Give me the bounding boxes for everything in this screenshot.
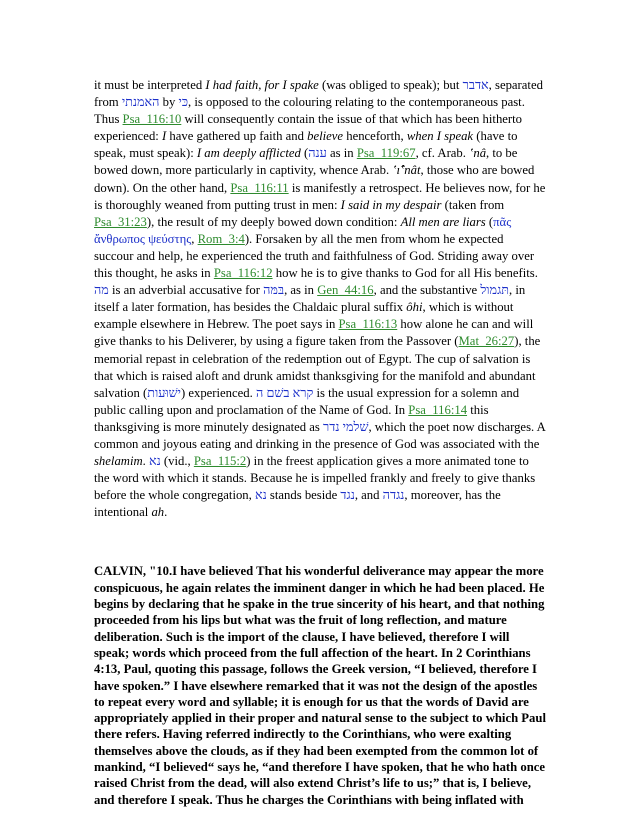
hebrew-word: אדבר (462, 78, 489, 92)
hebrew-word: מה (94, 283, 109, 298)
scripture-link[interactable]: Rom_3:4 (197, 231, 245, 246)
text-run: is an adverbial accusative for (108, 283, 264, 298)
hebrew-word: נגדה (382, 488, 405, 503)
hebrew-word: כּי (178, 95, 189, 110)
scripture-link[interactable]: Psa_115:2 (193, 454, 247, 469)
italic-run: ‛nâ (469, 146, 487, 161)
hebrew-word: בּמּה (263, 283, 285, 298)
text-run: , cf. Arab. (415, 146, 470, 161)
hebrew-word: נא (148, 454, 161, 469)
scripture-link[interactable]: Psa_119:67 (356, 146, 416, 161)
italic-run: I am deeply afflicted (196, 146, 301, 161)
text-run: , and the substantive (373, 283, 481, 298)
text-run: , moreover, has the intentional (94, 488, 501, 520)
italic-run: when I speak (406, 129, 474, 144)
text-run: ) in the freest application gives a more animated tone to the word with which it stands. Because he is impelled frankly and freely to give thanks before the whole congregation, (94, 454, 536, 503)
scripture-link[interactable]: Psa_116:13 (338, 317, 398, 332)
text-run: how he is to give thanks to God for all His benefits. (272, 266, 538, 281)
text-run: henceforth, (343, 129, 407, 144)
hebrew-word: נגד (340, 488, 355, 503)
text-run: , to be bowed down, more particularly in captivity, whence Arab. (94, 146, 518, 178)
italic-run: ‛ı̂‛nât (392, 163, 421, 178)
text-run: ), the result of my deeply bowed down condition: (146, 214, 401, 229)
hebrew-word: קרא בשׁם ה (255, 385, 314, 400)
scripture-link[interactable]: Gen_44:16 (317, 283, 374, 298)
text-run: , which is without example elsewhere in Hebrew. The poet says in (94, 300, 514, 332)
scripture-link[interactable]: Mat_26:27 (458, 334, 515, 349)
hebrew-word: נא (255, 488, 267, 503)
greek-phrase: πᾶς ἄνθρωπος ψεύστης (94, 214, 512, 246)
text-run: stands beside (266, 488, 341, 503)
text-run: . (164, 505, 168, 520)
hebrew-word: שׁלמי נדר (323, 419, 369, 434)
calvin-paragraph: CALVIN, "10.I have believed That his wonderful deliverance may appear the more conspicuous, he again relates the imminent danger in which he had been placed. He begins by declaring that he spake in the true sincerity of his heart, and that nothing proceeded from his lips but what was the fruit of long reflection, and mature deliberation. Such is the import of the clause, I have believed, therefore I will speak; words which proceed from the full affection of the heart. In 2 Corinthians 4:13, Paul, quoting this passage, follows the Greek version, “I believed, therefore I have spoken.” I have elsewhere remarked that it was not the design of the apostles to repeat every word and syllable; it is enough for us that the words of David are appropriately applied in their proper and natural sense to the subject to which Paul there refers. Having referred indirectly to the Corinthians, who were exalting themselves above the clouds, as if they had been exempted from the common lot of mankind, “I believed“ says he, “and therefore I have spoken, that he who hath once raised Christ from the dead, will also extend Christ’s life to us;” that is, I believe, and therefore I speak. Thus he charges the Corinthians with being inflated with (94, 564, 546, 807)
text-run: ) experienced. (180, 385, 256, 400)
text-run: it must be interpreted (94, 78, 206, 92)
text-run: , (191, 231, 198, 246)
scripture-link[interactable]: Psa_31:23 (94, 214, 147, 229)
document-page (94, 77, 546, 808)
italic-run: I said in my despair (340, 197, 442, 212)
text-run: ). Forsaken by all the men from whom he expected succour and help, he experienced the truth and faithfulness of God. Striding away over this thought, he asks in (94, 231, 535, 281)
italic-run: All men are liars (400, 214, 486, 229)
text-run: ), the memorial repast in celebration of the redemption out of Egypt. The cup of salvation is that which is raised aloft and drunk amidst thanksgiving for the manifold and abundant salvation ( (94, 334, 541, 400)
commentary-paragraph (94, 77, 546, 521)
italic-run: believe (307, 129, 344, 144)
text-run: (vid., (160, 454, 194, 469)
hebrew-word: ענה (308, 146, 327, 161)
text-run: , in itself a later formation, has besides the Chaldaic plural suffix (94, 283, 526, 315)
text-run: . (142, 454, 149, 469)
scripture-link[interactable]: Psa_116:11 (230, 180, 289, 195)
text-run: ( (485, 214, 494, 229)
text-run: will consequently contain the issue of that which has been hitherto experienced: (94, 112, 523, 144)
text-run: this thanksgiving is more minutely designated as (94, 402, 489, 434)
italic-run: shelamim (94, 454, 143, 469)
text-run: , those who are bowed down). On the other hand, (94, 163, 535, 195)
hebrew-word: ישׁוּעות (147, 385, 181, 400)
text-run: by (159, 95, 179, 110)
hebrew-word: האמנתי (121, 95, 160, 110)
text-run: have gathered up faith and (166, 129, 308, 144)
text-run: , as in (284, 283, 318, 298)
text-run: ( (300, 146, 309, 161)
text-run: is manifestly a retrospect. He believes now, for he is thoroughly weaned from putting trust in men: (94, 180, 546, 212)
italic-run: ah (151, 505, 165, 520)
text-run: as in (326, 146, 357, 161)
italic-run: ôhi (406, 300, 423, 315)
text-run: , which the poet now discharges. A common and joyous eating and drinking in the presence of God was associated with the (94, 419, 546, 451)
scripture-link[interactable]: Psa_116:12 (213, 266, 273, 281)
italic-run: I (161, 129, 167, 144)
text-run: , is opposed to the colouring relating to the contemporaneous past. Thus (94, 95, 525, 127)
text-run: , separated from (94, 78, 543, 110)
text-run: how alone he can and will give thanks to his Deliverer, by using a figure taken from the Passover ( (94, 317, 534, 349)
italic-run: I had faith, for I spake (205, 78, 319, 92)
scripture-link[interactable]: Psa_116:10 (122, 112, 182, 127)
text-run: is the usual expression for a solemn and public calling upon and proclamation of the Name of God. In (94, 385, 520, 417)
hebrew-word: תּגמול (480, 283, 510, 298)
text-run: , and (354, 488, 383, 503)
text-run: (was obliged to speak); but (318, 78, 463, 92)
scripture-link[interactable]: Psa_116:14 (408, 402, 468, 417)
text-run: (taken from (441, 197, 505, 212)
text-run: (have to speak, must speak): (94, 129, 518, 161)
